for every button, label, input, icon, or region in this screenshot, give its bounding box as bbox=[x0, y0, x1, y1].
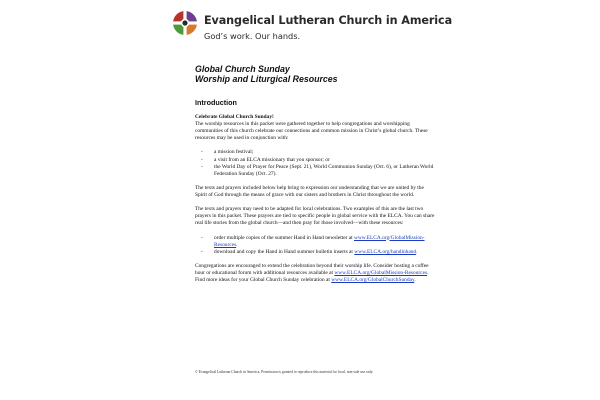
paragraph-unity: The texts and prayers included below help bring to expression our understanding that we are united by the Spirit of God through the means of grace with our sisters and brothers in Christ throughout the world. bbox=[195, 184, 424, 199]
resource-list bbox=[195, 235, 435, 256]
paragraph-adaptation bbox=[195, 206, 435, 227]
document-title: Global Church Sunday bbox=[195, 64, 290, 74]
hand-in-hand-link[interactable]: www.ELCA.org/handinhand bbox=[354, 248, 417, 255]
usage-list bbox=[195, 149, 435, 177]
paragraph-celebration bbox=[195, 263, 435, 284]
paragraph-text: . Find more ideas for your Global Church Sunday celebration at bbox=[195, 270, 429, 284]
list-item: - a mission festival; bbox=[195, 149, 435, 156]
paragraph-end: . bbox=[414, 277, 416, 284]
list-item: - the World Day of Prayer for Peace (Sept. 21), World Communion Sunday (Oct. 6), or Lutheran World Federation Sunday (Oct. 27). bbox=[195, 164, 435, 178]
global-church-sunday-link[interactable]: www.ELCA.org/GlobalChurchSunday bbox=[331, 277, 415, 284]
paragraph-text: Congregations are encouraged to extend the celebration beyond their worship life. Consider hosting a coffee hour or educational forum with additional resources available at bbox=[195, 262, 429, 277]
copyright-footer: © Evangelical Lutheran Church in America. Permission is granted to reproduce this material for local, non-sale use only. bbox=[195, 370, 374, 374]
list-item-end: . bbox=[236, 241, 238, 248]
paragraph-text: The worship resources in this packet were gathered together to help congregations and worshipping communities of this church celebrate our connections and common mission in Christ’s global church. These resources may be used in conjunction with: bbox=[195, 121, 428, 142]
global-mission-resources-link[interactable]: www.ELCA.org/GlobalMission-Resources bbox=[334, 270, 428, 277]
list-item-text: download and copy the Hand in Hand summer bulletin inserts at bbox=[214, 248, 353, 255]
list-item: - a visit from an ELCA missionary that you sponsor; or bbox=[195, 157, 435, 164]
list-item-text: order multiple copies of the summer Hand in Hand newsletter at bbox=[214, 234, 353, 241]
elca-logo-icon bbox=[172, 10, 198, 36]
page-header bbox=[172, 8, 453, 48]
list-item bbox=[195, 249, 435, 256]
organization-name: Evangelical Lutheran Church in America bbox=[204, 14, 453, 27]
list-item-end: . bbox=[416, 248, 418, 255]
global-mission-resources-link[interactable]: www.ELCA.org/GlobalMission-Resources bbox=[214, 234, 425, 248]
paragraph-text: The texts and prayers may need to be adapted for local celebrations. Two examples of this are the last two prayers in this packet. These prayers are tied to specific people in global service with the ELCA. You can share real life stories from the global church—and then pray for those involved—with these resources: bbox=[195, 206, 435, 227]
paragraph-lead: Celebrate Global Church Sunday! bbox=[195, 114, 274, 120]
document-body bbox=[195, 114, 435, 291]
list-item bbox=[195, 235, 435, 249]
document-title-block bbox=[195, 64, 338, 84]
organization-tagline: God’s work. Our hands. bbox=[204, 31, 301, 41]
document-subtitle: Worship and Liturgical Resources bbox=[195, 74, 338, 84]
section-heading: Introduction bbox=[195, 98, 237, 107]
paragraph-intro bbox=[195, 114, 435, 142]
